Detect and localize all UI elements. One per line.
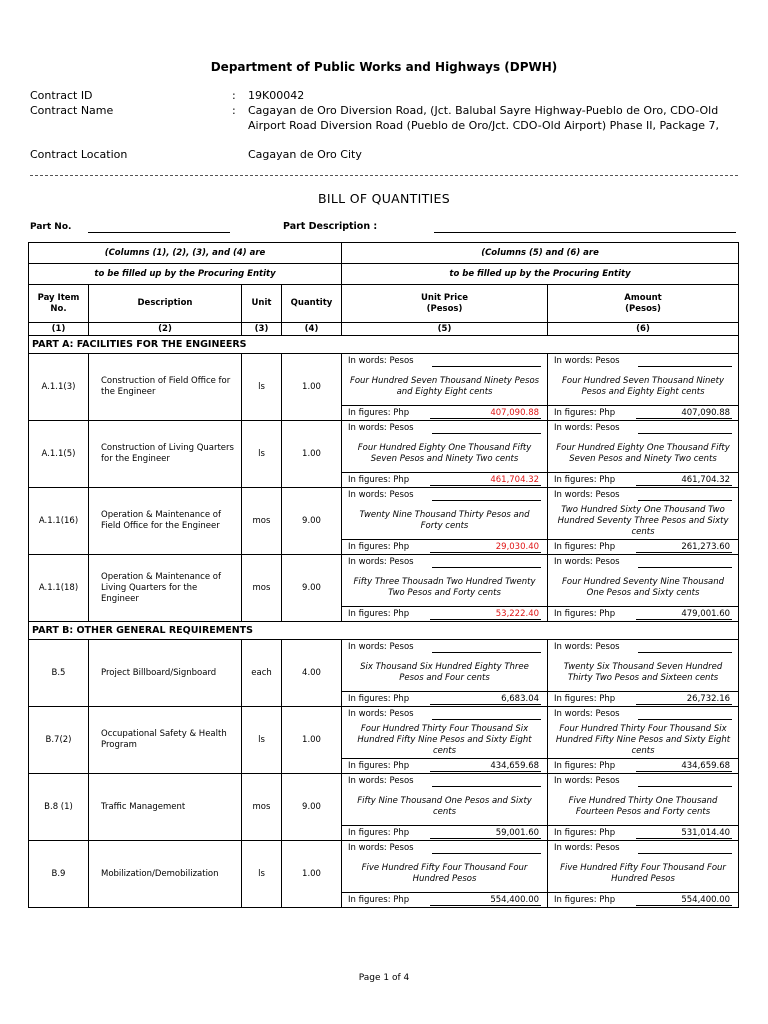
row-divider	[342, 691, 547, 692]
in-words-label: In words: Pesos	[348, 776, 414, 786]
pay-item-code: A.1.1(18)	[29, 555, 89, 622]
in-figures-line	[636, 485, 732, 486]
table-row	[29, 774, 739, 841]
amount-in-figures: 479,001.60	[681, 609, 731, 619]
in-figures-label: In figures: Php	[348, 408, 410, 418]
item-description: Project Billboard/Signboard	[89, 640, 242, 707]
unit-price-pesos: (Pesos)	[426, 303, 463, 314]
contract-location-label: Contract Location	[30, 148, 128, 161]
pay-item-code: A.1.1(16)	[29, 488, 89, 555]
unit-price-in-figures: 53,222.40	[495, 609, 540, 619]
item-quantity: 9.00	[282, 555, 342, 622]
unit-price-cell	[342, 707, 548, 774]
amount-in-words: Four Hundred Seven Thousand Ninety Pesos and Eighty Eight cents	[562, 376, 725, 397]
unit-price-label: Unit Price	[421, 292, 469, 303]
in-words-label: In words: Pesos	[348, 557, 414, 567]
part-description-label: Part Description :	[283, 221, 378, 232]
row-divider	[342, 472, 547, 473]
amount-in-words: Four Hundred Eighty One Thousand Fifty Seven Pesos and Ninety Two cents	[556, 443, 730, 464]
amount-in-figures: 261,273.60	[681, 542, 731, 552]
col-header-unit-price	[342, 285, 548, 323]
unit-price-in-figures: 554,400.00	[490, 895, 540, 905]
contract-id-value: 19K00042	[248, 89, 305, 102]
in-words-line	[432, 652, 541, 653]
amount-in-figures: 407,090.88	[681, 408, 731, 418]
amount-in-words: Four Hundred Thirty Four Thousand Six Hundred Fifty Nine Pesos and Sixty Eight cents	[555, 723, 731, 756]
item-quantity: 1.00	[282, 707, 342, 774]
unit-price-in-figures: 407,090.88	[490, 408, 540, 418]
unit-price-in-words: Fifty Nine Thousand One Pesos and Sixty cents	[357, 796, 532, 817]
pay-item-code: B.7(2)	[29, 707, 89, 774]
in-figures-label: In figures: Php	[554, 694, 616, 704]
in-words-line	[432, 786, 541, 787]
in-figures-label: In figures: Php	[554, 475, 616, 485]
unit-price-in-words: Twenty Nine Thousand Thirty Pesos and Forty cents	[359, 510, 530, 531]
in-words-line	[432, 433, 541, 434]
in-figures-line	[636, 418, 732, 419]
row-divider	[548, 472, 738, 473]
in-figures-line	[636, 552, 732, 553]
col-num-1: (1)	[29, 323, 89, 336]
group-header-left-2: to be filled up by the Procuring Entity	[29, 264, 342, 285]
item-unit: mos	[242, 555, 282, 622]
in-figures-line	[430, 838, 541, 839]
in-figures-label: In figures: Php	[348, 542, 410, 552]
col-num-3: (3)	[242, 323, 282, 336]
in-figures-label: In figures: Php	[554, 408, 616, 418]
item-unit: mos	[242, 488, 282, 555]
unit-price-cell	[342, 555, 548, 622]
bill-of-quantities-table	[28, 242, 739, 908]
table-row	[29, 354, 739, 421]
in-figures-line	[430, 552, 541, 553]
amount-in-words: Two Hundred Sixty One Thousand Two Hundred Seventy Three Pesos and Sixty cents	[557, 504, 729, 537]
item-description: Construction of Field Office for the Engineer	[89, 354, 242, 421]
item-quantity: 1.00	[282, 354, 342, 421]
amount-cell	[548, 488, 739, 555]
unit-price-in-figures: 461,704.32	[490, 475, 540, 485]
pay-item-code: A.1.1(5)	[29, 421, 89, 488]
item-description: Traffic Management	[89, 774, 242, 841]
in-words-label: In words: Pesos	[348, 843, 414, 853]
unit-price-cell	[342, 841, 548, 908]
col-header-quantity: Quantity	[282, 285, 342, 323]
item-unit: ls	[242, 707, 282, 774]
table-row	[29, 555, 739, 622]
col-num-5: (5)	[342, 323, 548, 336]
col-num-4: (4)	[282, 323, 342, 336]
row-divider	[548, 606, 738, 607]
unit-price-cell	[342, 421, 548, 488]
unit-price-cell	[342, 488, 548, 555]
in-words-label: In words: Pesos	[554, 557, 620, 567]
in-words-label: In words: Pesos	[554, 490, 620, 500]
in-words-label: In words: Pesos	[348, 642, 414, 652]
item-unit: ls	[242, 841, 282, 908]
in-words-line	[432, 500, 541, 501]
in-words-line	[638, 500, 732, 501]
in-words-line	[638, 652, 732, 653]
in-figures-label: In figures: Php	[554, 828, 616, 838]
item-description: Operation & Maintenance of Field Office for the Engineer	[89, 488, 242, 555]
in-words-label: In words: Pesos	[554, 423, 620, 433]
in-figures-line	[636, 771, 732, 772]
page-footer: Page 1 of 4	[358, 973, 410, 983]
table-row	[29, 841, 739, 908]
row-divider	[548, 892, 738, 893]
in-words-line	[432, 719, 541, 720]
in-figures-line	[430, 771, 541, 772]
group-header-right-2: to be filled up by the Procuring Entity	[342, 264, 739, 285]
col-num-6: (6)	[548, 323, 739, 336]
part-no-label: Part No.	[30, 222, 72, 232]
boq-title: BILL OF QUANTITIES	[318, 191, 450, 206]
contract-id-label: Contract ID	[30, 89, 93, 102]
unit-price-in-figures: 434,659.68	[490, 761, 540, 771]
unit-price-in-words: Four Hundred Eighty One Thousand Fifty Seven Pesos and Ninety Two cents	[357, 443, 532, 464]
colon: :	[232, 104, 236, 117]
item-quantity: 4.00	[282, 640, 342, 707]
row-divider	[342, 825, 547, 826]
row-divider	[342, 758, 547, 759]
contract-location-value: Cagayan de Oro City	[248, 148, 362, 161]
item-quantity: 1.00	[282, 421, 342, 488]
in-figures-line	[430, 418, 541, 419]
col-header-pay-item: Pay Item No.	[29, 285, 89, 323]
in-words-label: In words: Pesos	[554, 356, 620, 366]
row-divider	[548, 691, 738, 692]
amount-in-words: Twenty Six Thousand Seven Hundred Thirty Two Pesos and Sixteen cents	[563, 662, 723, 683]
row-divider	[548, 539, 738, 540]
table-row	[29, 488, 739, 555]
unit-price-in-words: Fifty Three Thousadn Two Hundred Twenty Two Pesos and Forty cents	[353, 577, 536, 598]
pay-item-code: B.9	[29, 841, 89, 908]
pay-item-code: B.5	[29, 640, 89, 707]
amount-in-figures: 26,732.16	[686, 694, 731, 704]
in-figures-label: In figures: Php	[554, 761, 616, 771]
unit-price-in-figures: 29,030.40	[495, 542, 540, 552]
amount-in-figures: 461,704.32	[681, 475, 731, 485]
col-header-unit: Unit	[242, 285, 282, 323]
group-header-left: (Columns (1), (2), (3), and (4) are	[29, 243, 342, 264]
in-figures-label: In figures: Php	[554, 609, 616, 619]
in-words-label: In words: Pesos	[554, 642, 620, 652]
page-title: Department of Public Works and Highways (DPWH)	[210, 60, 558, 74]
amount-label: Amount	[624, 292, 662, 303]
col-header-amount	[548, 285, 739, 323]
in-words-line	[432, 853, 541, 854]
row-divider	[548, 758, 738, 759]
in-words-line	[638, 786, 732, 787]
unit-price-cell	[342, 354, 548, 421]
part-no-field	[88, 232, 230, 233]
amount-pesos: (Pesos)	[625, 303, 661, 314]
in-figures-line	[430, 704, 541, 705]
item-unit: ls	[242, 354, 282, 421]
unit-price-in-words: Four Hundred Seven Thousand Ninety Pesos and Eighty Eight cents	[349, 376, 540, 397]
in-words-line	[638, 567, 732, 568]
table-row	[29, 640, 739, 707]
amount-cell	[548, 421, 739, 488]
amount-in-figures: 434,659.68	[681, 761, 731, 771]
in-figures-label: In figures: Php	[348, 828, 410, 838]
unit-price-cell	[342, 774, 548, 841]
colon: :	[232, 89, 236, 102]
in-figures-line	[636, 905, 732, 906]
row-divider	[548, 825, 738, 826]
in-words-label: In words: Pesos	[554, 709, 620, 719]
amount-in-words: Five Hundred Fifty Four Thousand Four Hundred Pesos	[560, 863, 726, 884]
unit-price-in-words: Five Hundred Fifty Four Thousand Four Hundred Pesos	[361, 863, 528, 884]
contract-name-line1: Cagayan de Oro Diversion Road, (Jct. Balubal Sayre Highway-Pueblo de Oro, CDO-Old	[248, 104, 719, 117]
item-quantity: 9.00	[282, 488, 342, 555]
row-divider	[342, 892, 547, 893]
col-num-2: (2)	[89, 323, 242, 336]
row-divider	[342, 606, 547, 607]
in-words-line	[432, 366, 541, 367]
part-b-heading: PART B: OTHER GENERAL REQUIREMENTS	[29, 622, 739, 640]
unit-price-in-words: Four Hundred Thirty Four Thousand Six Hundred Fifty Nine Pesos and Sixty Eight cents	[357, 723, 532, 756]
amount-in-figures: 531,014.40	[681, 828, 731, 838]
item-description: Occupational Safety & Health Program	[89, 707, 242, 774]
amount-cell	[548, 354, 739, 421]
amount-cell	[548, 707, 739, 774]
in-figures-label: In figures: Php	[554, 542, 616, 552]
amount-cell	[548, 774, 739, 841]
in-figures-line	[636, 619, 732, 620]
in-words-label: In words: Pesos	[554, 776, 620, 786]
in-figures-line	[430, 905, 541, 906]
row-divider	[548, 405, 738, 406]
in-words-label: In words: Pesos	[554, 843, 620, 853]
in-figures-line	[430, 619, 541, 620]
in-figures-label: In figures: Php	[348, 609, 410, 619]
amount-cell	[548, 841, 739, 908]
in-figures-line	[430, 485, 541, 486]
dashed-divider	[30, 175, 738, 176]
in-figures-line	[636, 838, 732, 839]
in-words-label: In words: Pesos	[348, 709, 414, 719]
table-row	[29, 421, 739, 488]
in-figures-label: In figures: Php	[348, 475, 410, 485]
group-header-right: (Columns (5) and (6) are	[342, 243, 739, 264]
in-words-label: In words: Pesos	[348, 490, 414, 500]
item-quantity: 9.00	[282, 774, 342, 841]
table-row	[29, 707, 739, 774]
in-figures-label: In figures: Php	[348, 895, 410, 905]
in-words-line	[432, 567, 541, 568]
in-words-label: In words: Pesos	[348, 423, 414, 433]
item-quantity: 1.00	[282, 841, 342, 908]
amount-in-figures: 554,400.00	[681, 895, 731, 905]
in-words-line	[638, 853, 732, 854]
row-divider	[342, 539, 547, 540]
contract-name-label: Contract Name	[30, 104, 114, 117]
amount-in-words: Four Hundred Seventy Nine Thousand One Pesos and Sixty cents	[562, 577, 725, 598]
item-description: Operation & Maintenance of Living Quarters for the Engineer	[89, 555, 242, 622]
pay-item-code: B.8 (1)	[29, 774, 89, 841]
in-figures-label: In figures: Php	[348, 694, 410, 704]
unit-price-in-words: Six Thousand Six Hundred Eighty Three Pesos and Four cents	[360, 662, 529, 683]
unit-price-in-figures: 59,001.60	[495, 828, 540, 838]
part-description-field	[434, 232, 736, 233]
in-words-line	[638, 719, 732, 720]
contract-name-line2: Airport Road Diversion Road (Pueblo de Oro/Jct. CDO-Old Airport) Phase II, Package 7,	[248, 119, 720, 132]
amount-in-words: Five Hundred Thirty One Thousand Fourteen Pesos and Forty cents	[568, 796, 718, 817]
in-figures-line	[636, 704, 732, 705]
in-words-label: In words: Pesos	[348, 356, 414, 366]
amount-cell	[548, 555, 739, 622]
col-header-description: Description	[89, 285, 242, 323]
unit-price-in-figures: 6,683.04	[501, 694, 540, 704]
item-description: Construction of Living Quarters for the Engineer	[89, 421, 242, 488]
in-figures-label: In figures: Php	[348, 761, 410, 771]
in-figures-label: In figures: Php	[554, 895, 616, 905]
item-description: Mobilization/Demobilization	[89, 841, 242, 908]
pay-item-code: A.1.1(3)	[29, 354, 89, 421]
item-unit: each	[242, 640, 282, 707]
unit-price-cell	[342, 640, 548, 707]
row-divider	[342, 405, 547, 406]
item-unit: mos	[242, 774, 282, 841]
part-a-heading: PART A: FACILITIES FOR THE ENGINEERS	[29, 336, 739, 354]
amount-cell	[548, 640, 739, 707]
in-words-line	[638, 366, 732, 367]
item-unit: ls	[242, 421, 282, 488]
in-words-line	[638, 433, 732, 434]
